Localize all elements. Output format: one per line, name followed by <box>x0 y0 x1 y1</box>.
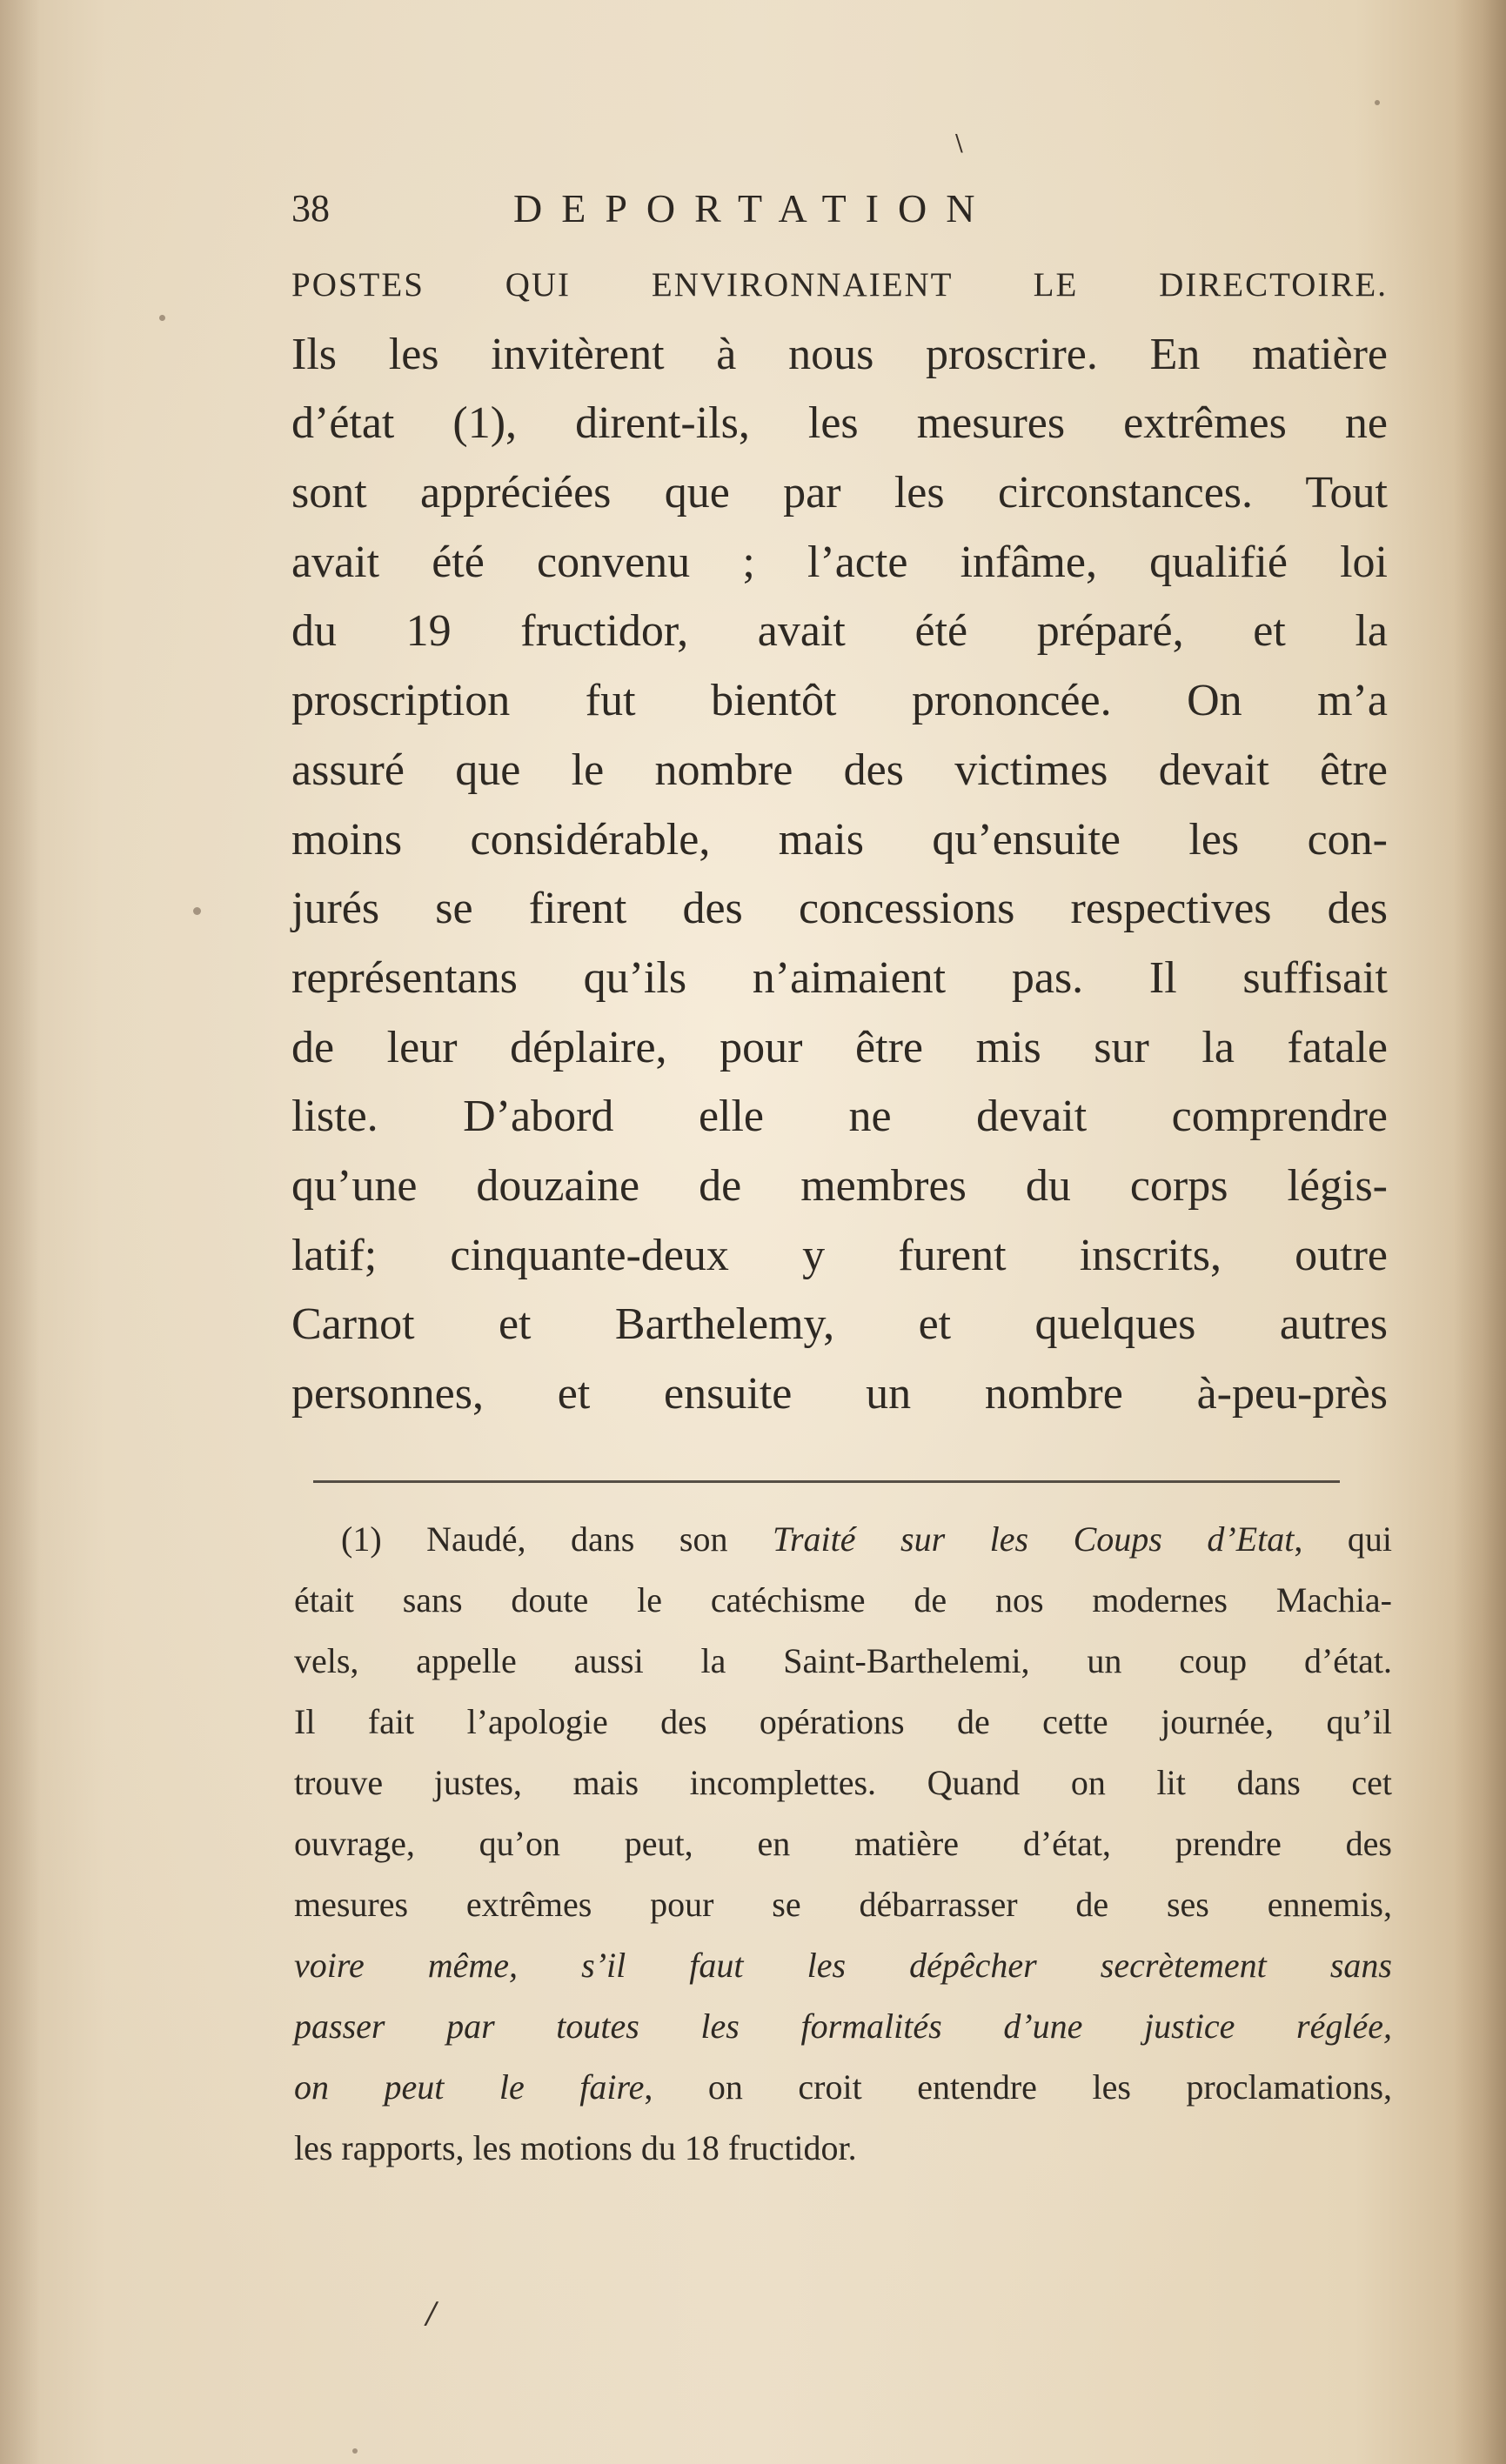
page-left-shadow <box>0 0 40 2464</box>
text-line: moins considérable, mais qu’ensuite les con- <box>291 814 1388 865</box>
footnote-line: Il fait l’apologie des opérations de cette journée, qu’il <box>294 1702 1392 1741</box>
footnote-line: mesures extrêmes pour se débarrasser de ses ennemis, <box>294 1885 1392 1924</box>
text-line: personnes, et ensuite un nombre à-peu-près <box>291 1369 1388 1419</box>
text-line: assuré que le nombre des victimes devait être <box>291 745 1388 795</box>
text-line: latif; cinquante-deux y furent inscrits, outre <box>291 1230 1388 1280</box>
footnote-text: (1) Naudé, dans son <box>341 1519 773 1559</box>
footnote <box>294 1509 1392 2179</box>
running-head <box>291 181 1388 237</box>
footnote-quotation: voire même, s’il faut les dépêcher secrètement sans <box>294 1946 1392 1985</box>
footnote-line <box>294 2057 1392 2118</box>
footnote-line: vels, appelle aussi la Saint-Barthelemi, un coup d’état. <box>294 1641 1392 1680</box>
paper-speck <box>1375 100 1380 105</box>
text-line: liste. D’abord elle ne devait comprendre <box>291 1092 1388 1142</box>
paper-speck <box>193 907 201 915</box>
footnote-line: ouvrage, qu’on peut, en matière d’état, prendre des <box>294 1824 1392 1863</box>
text-line: jurés se firent des concessions respectives des <box>291 884 1388 934</box>
footnote-quotation: on peut le faire <box>294 2067 645 2107</box>
text-line: qu’une douzaine de membres du corps légis- <box>291 1160 1388 1211</box>
footnote-quotation: passer par toutes les formalités d’une justice réglée, <box>294 2007 1392 2046</box>
footnote-text: , qui <box>1294 1519 1392 1559</box>
paper-speck <box>352 2448 358 2454</box>
text-line: représentans qu’ils n’aimaient pas. Il suffisait <box>291 952 1388 1003</box>
footnote-line: était sans doute le catéchisme de nos modernes Machia- <box>294 1580 1392 1619</box>
footnote-line: trouve justes, mais incomplettes. Quand on lit dans cet <box>294 1763 1392 1802</box>
text-line: Ils les invitèrent à nous proscrire. En matière <box>291 329 1388 379</box>
text-line: POSTES QUI ENVIRONNAIENT LE DIRECTOIRE. <box>291 266 1388 304</box>
footnote-line <box>294 1509 1392 1570</box>
paper-speck <box>159 315 165 321</box>
text-line: d’état (1), dirent-ils, les mesures extrêmes ne <box>291 398 1388 449</box>
footnote-text: , on croit entendre les proclamations, <box>644 2067 1393 2107</box>
printer-mark: / <box>426 2296 437 2331</box>
page-number: 38 <box>291 187 330 230</box>
text-line: Carnot et Barthelemy, et quelques autres <box>291 1299 1388 1350</box>
running-title: DEPORTATION <box>513 186 994 230</box>
footnote-line: les rapports, les motions du 18 fructidor. <box>294 2128 857 2167</box>
text-line: de leur déplaire, pour être mis sur la fatale <box>291 1022 1388 1072</box>
text-line: du 19 fructidor, avait été préparé, et la <box>291 606 1388 657</box>
footnote-line <box>294 1996 1392 2057</box>
text-line: avait été convenu ; l’acte infâme, qualifié loi <box>291 537 1388 587</box>
main-text <box>291 250 1388 1429</box>
footnote-book-title: Traité sur les Coups d’Etat <box>772 1519 1295 1559</box>
footnote-line <box>294 1935 1392 1996</box>
page-right-shadow <box>1454 0 1506 2464</box>
footnote-rule <box>313 1480 1340 1483</box>
text-line: proscription fut bientôt prononcée. On m’a <box>291 676 1388 726</box>
text-line: sont appréciées que par les circonstances. Tout <box>291 468 1388 518</box>
printer-mark: \ <box>955 130 963 157</box>
